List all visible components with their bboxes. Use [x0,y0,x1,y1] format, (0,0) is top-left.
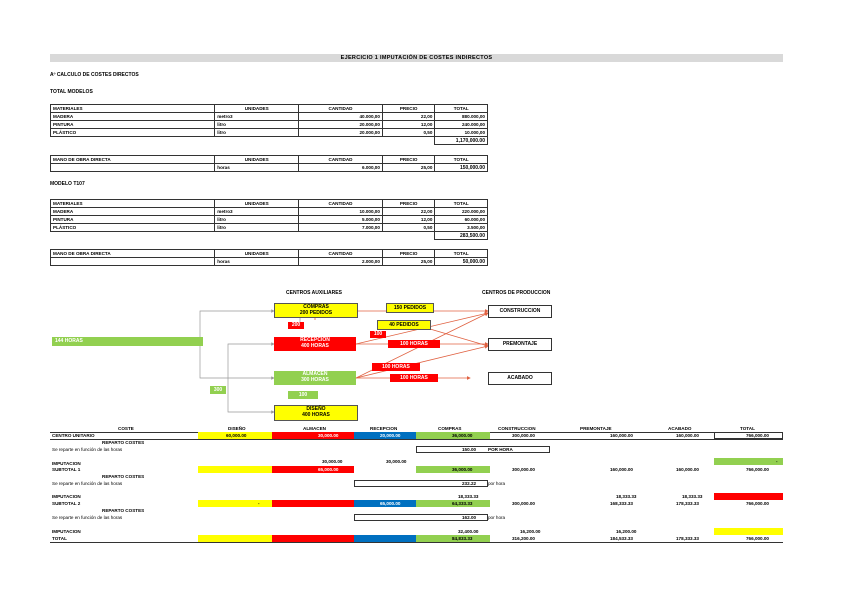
col-header: TOTAL [740,426,755,431]
page-title: EJERCICIO 1 IMPUTACIÓN DE COSTES INDIRECTOS [50,54,783,62]
reparto-label: REPARTO COSTES [102,474,145,479]
value-tag: 100 [288,391,318,399]
reparto-note: Se reparte en función de las horas [52,447,123,452]
cell: 16,200.00 [520,529,541,534]
col-header: RECEPCION [370,426,398,431]
cell: 160,000.00 [676,467,699,472]
cell: horas [215,258,299,266]
cell: metro3 [215,113,299,121]
col-header: MATERIALES [51,200,215,208]
cell: 168,333.33 [610,501,633,506]
cell: 40.000,00 [299,113,383,121]
col-header: CANTIDAD [299,156,383,164]
col-header: CANTIDAD [299,200,383,208]
cell: 240.000,00 [435,121,488,129]
pedidos-150-tag: 150 PEDIDOS [386,303,434,313]
acabado-box: ACABADO [488,372,552,385]
cell: 766,000.00 [746,433,769,438]
row-label: TOTAL [52,536,67,541]
modelo-heading: MODELO T107 [50,181,85,187]
row-label: CENTRO UNITARIO [52,433,95,438]
rate-value: 232.22 [462,481,477,486]
cell: 0,50 [382,224,435,232]
value-tag: 200 [288,322,304,329]
premontaje-box: PREMONTAJE [488,338,552,351]
rate-unit: por hora [488,481,506,486]
box-subtitle: 400 HORAS [302,412,330,418]
horas-tag: 100 HORAS [388,340,440,348]
box-subtitle: 400 HORAS [301,343,329,349]
cell: 2.000,00 [299,258,383,266]
col-header: COMPRAS [438,426,462,431]
col-header: TOTAL [435,105,488,113]
horas-tag: 100 HORAS [372,363,420,371]
cell: 766,000.00 [746,467,769,472]
cell: 880.000,00 [435,113,488,121]
box-title: RECEPCION [300,337,330,343]
section-a-heading: Aº CALCULO DE COSTES DIRECTOS [50,72,139,78]
cell: PINTURA [51,121,215,129]
rate-value: 150.00 [462,447,477,452]
reparto-note: Se reparte en función de las horas [52,481,123,486]
box-subtitle: 200 PEDIDOS [299,310,333,316]
value-tag: 300 [210,386,226,394]
cell: 16,200.00 [616,529,637,534]
col-header: DISEÑO [228,426,246,431]
value-tag: 100 [370,331,386,338]
cell: 25,00 [382,258,435,266]
col-header: CANTIDAD [299,105,383,113]
col-header: PRECIO [382,250,435,258]
row-label: IMPUTACION [52,461,81,466]
cell: 178,333.33 [676,501,699,506]
col-header: UNIDADES [215,156,299,164]
col-header: TOTAL [435,156,488,164]
col-header: PREMONTAJE [580,426,612,431]
cell: PLÁSTICO [51,129,215,137]
cell: 150,000.00 [435,164,488,172]
cell: 65,000.00 [318,467,339,472]
diseno-box [274,405,358,421]
cell: 20,000.00 [380,433,401,438]
col-header: ACABADO [668,426,692,431]
cell: 766,000.00 [746,501,769,506]
box-title: DISEÑO [306,406,326,412]
cell: MADERA [51,113,215,121]
source-hours-bar: 144 HORAS [52,337,203,346]
col-header: ALMACEN [303,426,326,431]
cell: 30,000.00 [318,433,339,438]
cell: 30,000.00 [322,459,343,464]
prod-centers-title: CENTROS DE PRODUCCION [482,290,551,296]
cell: 36,000.00 [452,467,473,472]
cell: litro [215,224,299,232]
compras-box [274,303,358,318]
recepcion-box [274,337,356,351]
pedidos-40-tag: 40 PEDIDOS [377,320,431,330]
reparto-label: REPARTO COSTES [102,440,145,445]
cell: 12,00 [382,216,435,224]
cell: 36,000.00 [452,433,473,438]
col-header: MATERIALES [51,105,215,113]
aux-centers-title: CENTROS AUXILIARES [286,290,342,296]
cell: 10.000,00 [299,208,383,216]
box-title: ALMACEN [302,371,328,377]
reparto-note: Se reparte en función de las horas [52,515,123,520]
col-header: CANTIDAD [299,250,383,258]
row-label: IMPUTACION [52,494,81,499]
col-header: UNIDADES [215,105,299,113]
cell: 30,000.00 [386,459,407,464]
col-header: TOTAL [435,200,488,208]
sum-cell: 1,170,000.00 [435,137,488,145]
cell: horas [215,164,299,172]
cell: 12,00 [382,121,435,129]
col-header: COSTE [118,426,134,431]
cell: 18,333.33 [616,494,637,499]
cell: 160,000.00 [676,433,699,438]
cell: 3.500,00 [435,224,488,232]
cell: 5.000,00 [299,216,383,224]
col-header: UNIDADES [215,250,299,258]
cell: 6.000,00 [299,164,383,172]
cell: 60,000.00 [226,433,247,438]
row-label: IMPUTACION [52,529,81,534]
cell: 10.000,00 [435,129,488,137]
cell: 22,00 [382,208,435,216]
cell: - [258,501,260,506]
rate-value: 162.00 [462,515,477,520]
cell: 18,333.33 [458,494,479,499]
cell: 64,333.33 [452,501,473,506]
cell: 50,000.00 [435,258,488,266]
cell: 18,333.33 [682,494,703,499]
cell: 7.000,00 [299,224,383,232]
cell: litro [215,121,299,129]
col-header: PRECIO [382,156,435,164]
cell: 65,000.00 [380,501,401,506]
cell: litro [215,129,299,137]
rate-unit: POR HORA [488,447,513,452]
box-title: COMPRAS [303,304,329,310]
col-header: CONSTRUCCION [498,426,536,431]
horas-tag: 100 HORAS [390,374,438,382]
col-header: TOTAL [435,250,488,258]
col-header: UNIDADES [215,200,299,208]
cell: 84,833.33 [452,536,473,541]
cell: PINTURA [51,216,215,224]
row-label: SUBTOTAL 1 [52,467,81,472]
cell: 25,00 [382,164,435,172]
cell: metro3 [215,208,299,216]
cell: 300,000.00 [512,501,535,506]
cell: 316,200.00 [512,536,535,541]
cell: 20.000,00 [299,121,383,129]
cell: 220.000,00 [435,208,488,216]
cell: 766,000.00 [746,536,769,541]
row-label: SUBTOTAL 2 [52,501,81,506]
cell: 300,000.00 [512,433,535,438]
total-modelos-heading: TOTAL MODELOS [50,89,93,95]
cell: 178,333.33 [676,536,699,541]
cell: 0,50 [382,129,435,137]
col-header: PRECIO [382,105,435,113]
rate-unit: por hora [488,515,506,520]
construccion-box: CONSTRUCCION [488,305,552,318]
cell: 20.000,00 [299,129,383,137]
cell: litro [215,216,299,224]
cell: 60.000,00 [435,216,488,224]
cell: - [776,459,778,464]
cell: 22,00 [382,113,435,121]
cell: 160,000.00 [610,433,633,438]
box-subtitle: 300 HORAS [301,377,329,383]
col-header: MANO DE OBRA DIRECTA [51,156,215,164]
cell: 300,000.00 [512,467,535,472]
cell: 32,400.00 [458,529,479,534]
reparto-label: REPARTO COSTES [102,508,145,513]
col-header: PRECIO [382,200,435,208]
col-header: MANO DE OBRA DIRECTA [51,250,215,258]
cell: MADERA [51,208,215,216]
sum-cell: 283,500.00 [435,232,488,240]
almacen-box [274,371,356,385]
cell: PLÁSTICO [51,224,215,232]
cell: 160,000.00 [610,467,633,472]
cell: 184,533.33 [610,536,633,541]
